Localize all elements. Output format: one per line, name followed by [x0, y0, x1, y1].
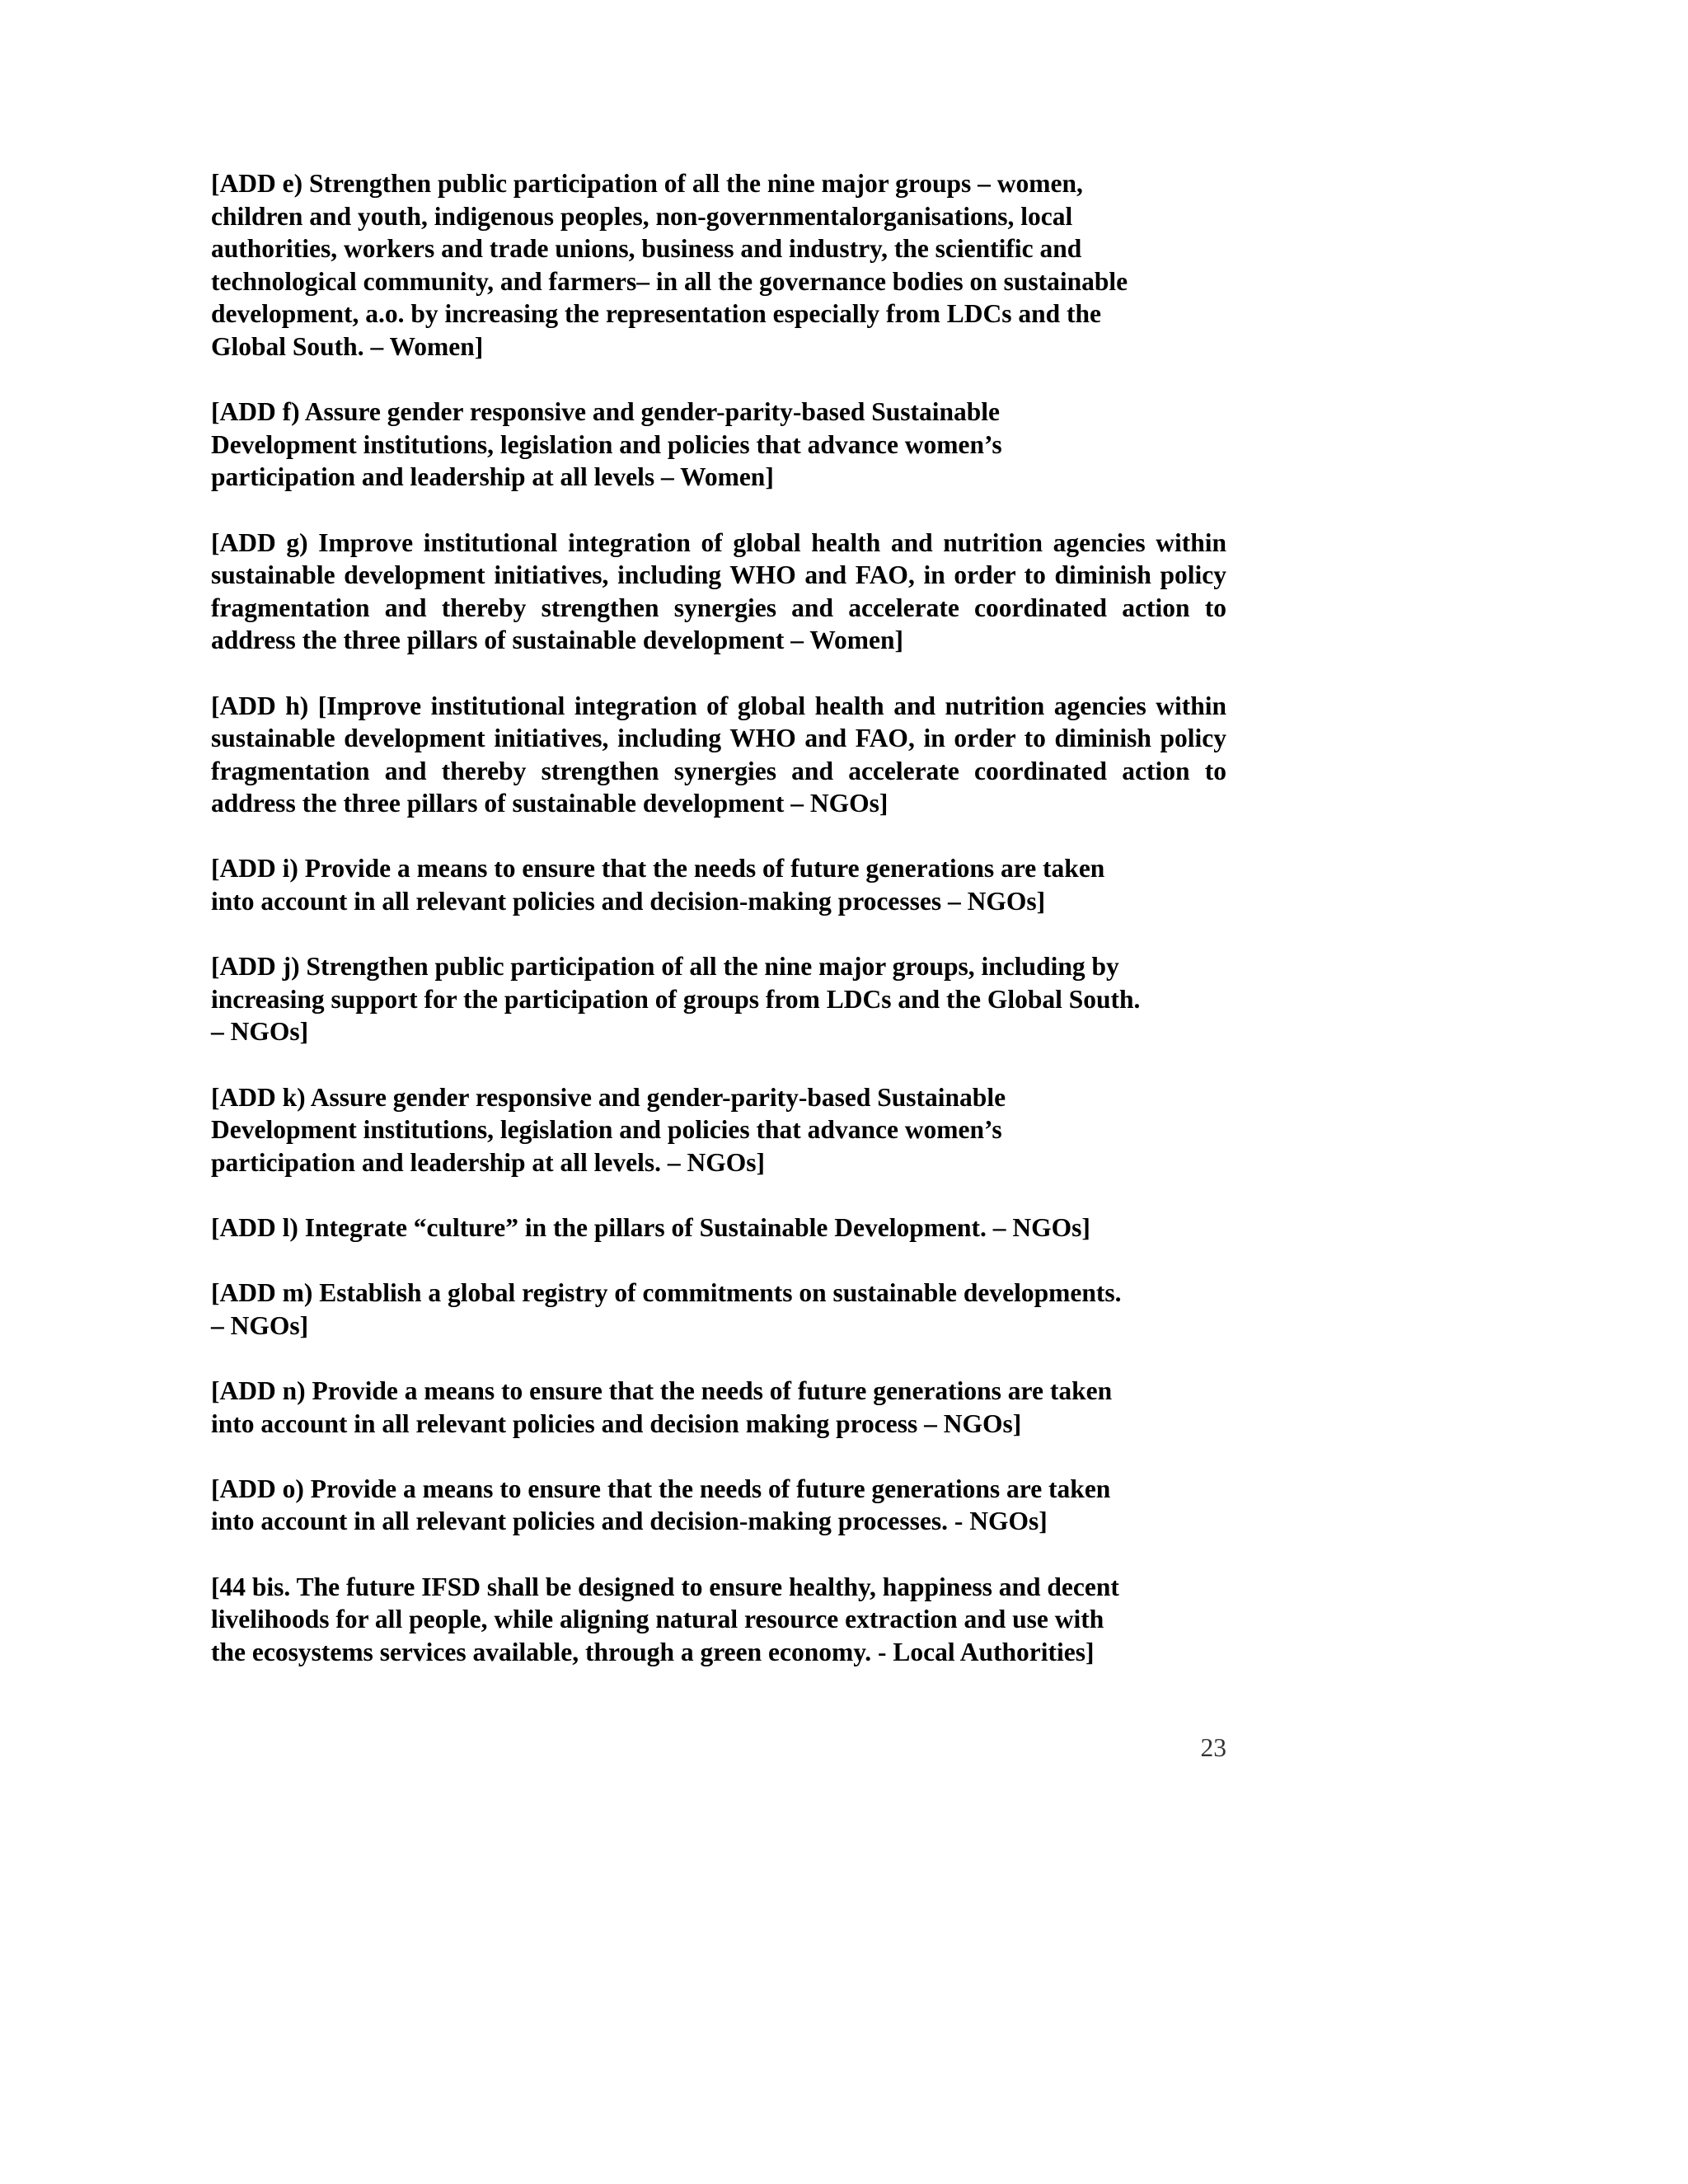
paragraph-add-e: [211, 167, 1226, 363]
paragraph-line: authorities, workers and trade unions, business and industry, the scientific and: [211, 234, 1082, 264]
paragraph-line: participation and leadership at all levels. – NGOs]: [211, 1147, 766, 1177]
paragraph-line: [ADD n) Provide a means to ensure that the needs of future generations are taken: [211, 1376, 1113, 1405]
paragraph-add-h: [ADD h) [Improve institutional integration of global health and nutrition agencies within sustainable development initiatives, including WHO and FAO, in order to diminish policy fragmentation and thereby strengthen synergies and accelerate coordinated action to address the three pillars of sustainable development – NGOs]: [211, 691, 1226, 818]
paragraph-line: into account in all relevant policies and decision-making processes – NGOs]: [211, 887, 1046, 916]
paragraph-line: [ADD k) Assure gender responsive and gender-parity-based Sustainable: [211, 1082, 1006, 1112]
paragraph-line: development, a.o. by increasing the representation especially from LDCs and the: [211, 299, 1102, 329]
paragraph-line: [ADD o) Provide a means to ensure that the needs of future generations are taken: [211, 1474, 1111, 1503]
paragraph-line: [ADD f) Assure gender responsive and gender-parity-based Sustainable: [211, 397, 1001, 427]
paragraph-line: [ADD m) Establish a global registry of commitments on sustainable developments.: [211, 1278, 1122, 1308]
paragraph-line: Global South. – Women]: [211, 331, 484, 361]
paragraph-add-j: [211, 950, 1226, 1048]
paragraph-line: into account in all relevant policies and decision-making processes. - NGOs]: [211, 1507, 1048, 1536]
page-number: 23: [1200, 1733, 1226, 1762]
paragraph-add-o: [211, 1473, 1226, 1538]
paragraph-line: Development institutions, legislation and policies that advance women’s: [211, 429, 1002, 459]
paragraph-line: [44 bis. The future IFSD shall be designed to ensure healthy, happiness and decent: [211, 1572, 1119, 1601]
paragraph-line: children and youth, indigenous peoples, non-governmentalorganisations, local: [211, 201, 1073, 231]
paragraph-line: livelihoods for all people, while aligning natural resource extraction and use with: [211, 1605, 1104, 1634]
paragraph-add-i: [211, 852, 1226, 917]
paragraph-add-n: [211, 1375, 1226, 1440]
paragraph-line: [ADD l) Integrate “culture” in the pillars of Sustainable Development. – NGOs]: [211, 1213, 1090, 1242]
paragraph-line: [ADD e) Strengthen public participation of all the nine major groups – women,: [211, 169, 1083, 198]
paragraph-line: – NGOs]: [211, 1310, 309, 1340]
paragraph-line: [ADD i) Provide a means to ensure that the needs of future generations are taken: [211, 854, 1105, 883]
paragraph-line: into account in all relevant policies and decision making process – NGOs]: [211, 1408, 1022, 1438]
paragraph-add-g: [ADD g) Improve institutional integration of global health and nutrition agencies within sustainable development initiatives, including WHO and FAO, in order to diminish policy fragmentation and thereby strengthen synergies and accelerate coordinated action to address the three pillars of sustainable development – Women]: [211, 527, 1226, 655]
paragraph-line: increasing support for the participation of groups from LDCs and the Global South.: [211, 984, 1141, 1014]
paragraph-add-m: [211, 1277, 1226, 1342]
paragraph-line: [ADD j) Strengthen public participation of all the nine major groups, including by: [211, 952, 1119, 982]
paragraph-line: – NGOs]: [211, 1017, 309, 1047]
paragraph-line: technological community, and farmers– in all the governance bodies on sustainable: [211, 266, 1128, 296]
paragraph-add-l: [211, 1212, 1226, 1244]
document-body: [211, 167, 1226, 1668]
paragraph-44-bis: [211, 1571, 1226, 1669]
paragraph-add-k: [211, 1081, 1226, 1179]
paragraph-add-f: [211, 396, 1226, 494]
paragraph-line: the ecosystems services available, through a green economy. - Local Authorities]: [211, 1637, 1095, 1666]
paragraph-line: Development institutions, legislation and policies that advance women’s: [211, 1115, 1002, 1145]
paragraph-line: participation and leadership at all levels – Women]: [211, 462, 774, 492]
